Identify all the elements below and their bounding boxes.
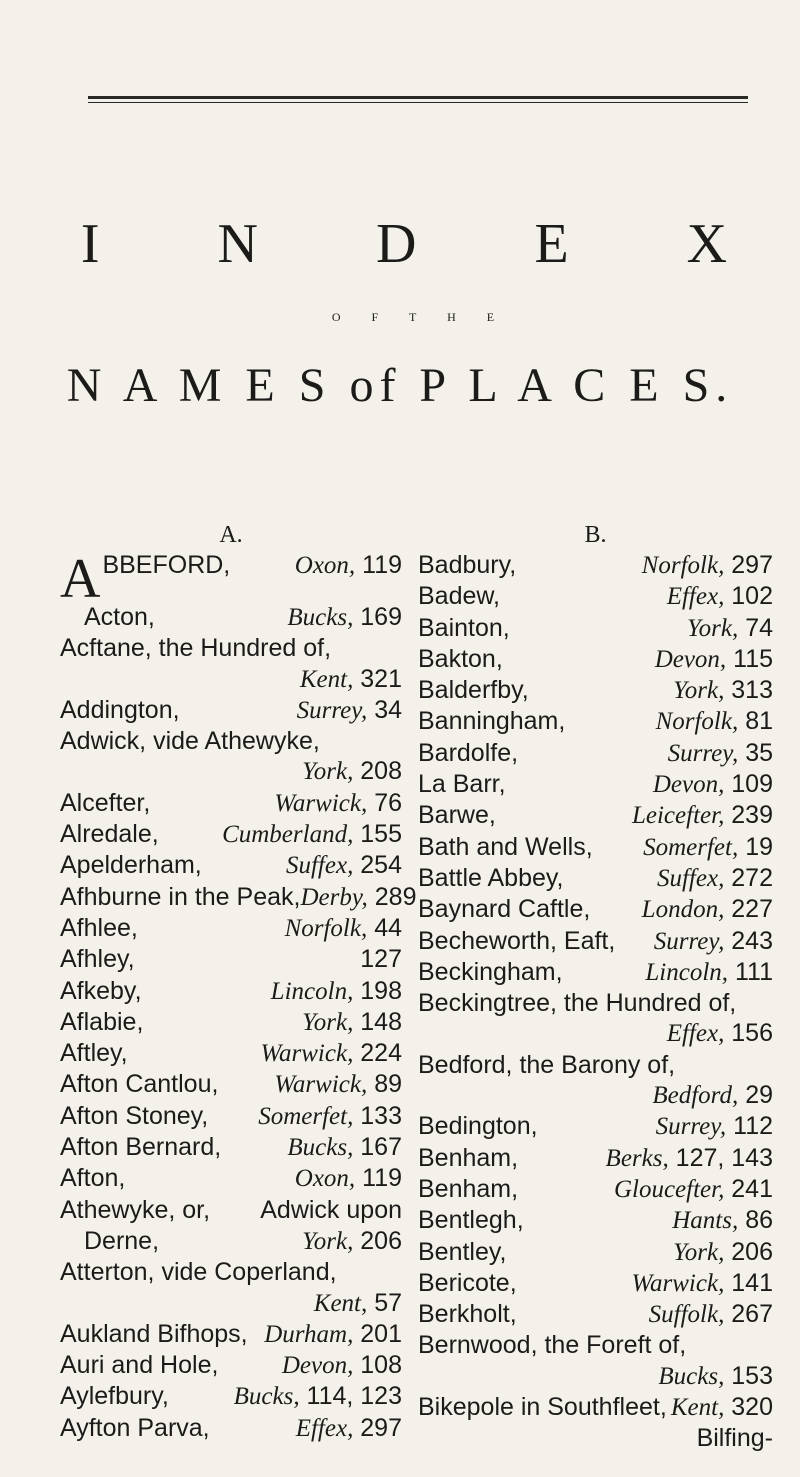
- entry-county: Lincoln,: [645, 958, 729, 986]
- entry-page: 89: [374, 1070, 402, 1099]
- entry-page: 272: [731, 863, 773, 892]
- entry-county: Berks,: [605, 1144, 669, 1172]
- index-entry: [60, 1101, 402, 1132]
- entry-name: Alcefter,: [60, 788, 151, 817]
- entry-list-a: [60, 602, 417, 1444]
- entry-county: Bucks,: [658, 1362, 725, 1390]
- entry-county: Bucks,: [287, 1134, 354, 1162]
- entry-county: Norfolk,: [641, 552, 725, 579]
- entry-page: 239: [731, 801, 773, 830]
- entry-county: York,: [673, 677, 725, 705]
- entry-page: 148: [360, 1007, 402, 1036]
- index-entry: [60, 726, 402, 756]
- entry-name: Badbury,: [418, 551, 517, 579]
- entry-page: 19: [745, 832, 773, 861]
- index-entry: [418, 1080, 773, 1111]
- entry-name: Alredale,: [60, 820, 159, 849]
- entry-county: Kent,: [670, 1394, 725, 1422]
- entry-name: Beckingtree, the Hundred of,: [418, 989, 737, 1018]
- entry-page: 201: [360, 1319, 402, 1348]
- entry-name: Baynard Caftle,: [418, 895, 591, 924]
- index-entry: [418, 988, 773, 1018]
- entry-page: 241: [731, 1174, 773, 1203]
- index-entry: [418, 1018, 773, 1049]
- entry-page: 112: [733, 1112, 773, 1141]
- entry-county: Bucks,: [233, 1383, 300, 1411]
- entry-page: Adwick upon: [260, 1195, 402, 1224]
- names-of-places-heading: N A M E S of P L A C E S.: [66, 359, 734, 412]
- entry-county: Oxon,: [294, 1165, 356, 1193]
- entry-county: Warwick,: [631, 1269, 725, 1297]
- entry-page: 208: [360, 757, 402, 786]
- entry-page: 243: [731, 926, 773, 955]
- entry-name: Benham,: [418, 1174, 519, 1203]
- section-letter-b: B.: [584, 522, 607, 548]
- index-entry: [60, 788, 402, 819]
- entry-name: Badew,: [418, 582, 501, 611]
- entry-page: 111: [734, 957, 773, 986]
- entry-name: Bedington,: [418, 1112, 538, 1141]
- entry-county: York,: [687, 614, 739, 642]
- top-rule-thick: [88, 96, 748, 99]
- section-letter-a: A.: [219, 522, 243, 548]
- entry-name: BBEFORD,: [102, 551, 231, 579]
- index-entry: [60, 633, 402, 663]
- entry-name: Aukland Bifhops,: [60, 1319, 248, 1348]
- entry-page: 254: [360, 851, 402, 880]
- index-entry: [418, 863, 773, 894]
- column-b: [418, 520, 773, 1455]
- drop-cap: A: [60, 550, 101, 602]
- entry-name: Derne,: [84, 1226, 160, 1255]
- entry-county: Leicefter,: [631, 802, 725, 830]
- entry-name: Beckingham,: [418, 957, 563, 986]
- index-entry: [418, 1205, 773, 1236]
- entry-county: York,: [302, 1227, 354, 1255]
- entry-county: Kent,: [299, 665, 354, 693]
- entry-county: Lincoln,: [270, 977, 354, 1005]
- entry-page: 155: [360, 820, 402, 849]
- index-entry: [418, 1050, 773, 1080]
- index-entry: [60, 1257, 402, 1287]
- index-entry: [60, 1413, 402, 1444]
- entry-county: York,: [673, 1238, 725, 1266]
- entry-page: 133: [360, 1101, 402, 1130]
- index-entry: [418, 644, 773, 675]
- entry-page: 321: [360, 664, 402, 693]
- entry-name: Atterton, vide Coperland,: [60, 1258, 337, 1287]
- entry-name: Bentlegh,: [418, 1206, 524, 1235]
- index-entry: [60, 664, 402, 695]
- entry-name: La Barr,: [418, 770, 506, 799]
- entry-page: 156: [731, 1019, 773, 1048]
- index-entry: [418, 613, 773, 644]
- index-entry: [418, 1392, 773, 1423]
- entry-name: Bentley,: [418, 1237, 507, 1266]
- entry-name: Bakton,: [418, 644, 503, 673]
- entry-name: Afhley,: [60, 945, 135, 974]
- entry-county: Suffex,: [285, 852, 354, 880]
- entry-county: Devon,: [281, 1352, 354, 1380]
- entry-county: Durham,: [264, 1320, 354, 1348]
- entry-page: 267: [731, 1300, 773, 1329]
- entry-county: Oxon,: [294, 552, 356, 579]
- entry-name: Afhlee,: [60, 913, 138, 942]
- entry-page: 114, 123: [306, 1382, 402, 1411]
- entry-county: London,: [641, 896, 725, 924]
- entry-county: Devon,: [654, 645, 727, 673]
- index-entry: [418, 1174, 773, 1205]
- index-entry: [418, 1268, 773, 1299]
- entry-county: Cumberland,: [222, 821, 354, 849]
- entry-county: Somerfet,: [643, 833, 739, 861]
- entry-county: Kent,: [313, 1289, 368, 1317]
- index-entry: [60, 1350, 402, 1381]
- entry-name: Acton,: [84, 603, 155, 631]
- entry-name: Becheworth, Eaft,: [418, 926, 616, 955]
- index-entry: [60, 1381, 402, 1412]
- index-entry: [418, 1299, 773, 1330]
- index-entry: [418, 1111, 773, 1142]
- index-entry: [418, 738, 773, 769]
- index-entry: [60, 976, 402, 1007]
- entry-page: 169: [360, 603, 402, 631]
- entry-page: 289: [374, 882, 417, 911]
- entry-page: 297: [360, 1413, 402, 1442]
- index-entry: [60, 913, 402, 944]
- index-entry: [418, 581, 773, 612]
- index-entry: [418, 550, 773, 581]
- index-entry: [60, 602, 402, 633]
- entry-county: Suffex,: [656, 864, 725, 892]
- entry-page: 81: [745, 707, 773, 736]
- entry-county: Norfolk,: [655, 708, 739, 736]
- index-entry: [418, 1423, 773, 1454]
- index-entry: [418, 832, 773, 863]
- entry-name: Afton Stoney,: [60, 1101, 209, 1130]
- index-entry: [60, 756, 402, 787]
- entry-page: 206: [731, 1237, 773, 1266]
- index-entry: [60, 1038, 402, 1069]
- entry-name: Afhburne in the Peak,: [60, 882, 301, 911]
- entry-name: Apelderham,: [60, 851, 202, 880]
- entry-name: Balderfby,: [418, 676, 529, 705]
- entry-page: 57: [374, 1288, 402, 1317]
- entry-page: 227: [731, 895, 773, 924]
- entry-page: 127: [360, 945, 402, 974]
- index-entry: [60, 1195, 402, 1226]
- of-the-subtitle: O F T H E: [331, 310, 509, 324]
- entry-name: Berkholt,: [418, 1300, 517, 1329]
- entry-county: Surrey,: [655, 1113, 727, 1141]
- entry-page: 297: [731, 551, 773, 579]
- entry-name: Bernwood, the Foreft of,: [418, 1331, 687, 1360]
- index-entry: [418, 706, 773, 737]
- entry-page: 29: [745, 1081, 773, 1110]
- index-entry: [60, 944, 402, 975]
- entry-county: Bucks,: [287, 604, 354, 631]
- entry-name: Banningham,: [418, 707, 566, 736]
- index-entry: [60, 1069, 402, 1100]
- entry-page: 44: [374, 913, 402, 942]
- index-entry: [418, 894, 773, 925]
- entry-county: York,: [302, 1008, 354, 1036]
- entry-page: 119: [362, 1164, 402, 1193]
- entry-name: Bericote,: [418, 1268, 517, 1297]
- entry-page: 76: [374, 788, 402, 817]
- entry-county: Effex,: [666, 1020, 725, 1048]
- index-entry: [60, 850, 402, 881]
- entry-name: Afton Cantlou,: [60, 1070, 219, 1099]
- entry-county: Somerfet,: [258, 1102, 354, 1130]
- entry-name: Bardolfe,: [418, 738, 519, 767]
- entry-name: Adwick, vide Athewyke,: [60, 727, 320, 756]
- entry-page: 34: [374, 695, 402, 724]
- entry-name: Afkeby,: [60, 976, 142, 1005]
- entry-name: Aylefbury,: [60, 1382, 169, 1411]
- entry-county: Gloucefter,: [613, 1175, 725, 1203]
- entry-county: Surrey,: [667, 739, 739, 767]
- index-entry: [60, 882, 417, 913]
- entry-county: Surrey,: [653, 927, 725, 955]
- entry-county: Warwick,: [260, 1040, 354, 1068]
- entry-county: Warwick,: [274, 789, 368, 817]
- entry-county: Warwick,: [274, 1071, 368, 1099]
- entry-page: 206: [360, 1226, 402, 1255]
- entry-county: Hants,: [672, 1207, 739, 1235]
- entry-name: Afton,: [60, 1164, 126, 1193]
- entry-name: Bainton,: [418, 613, 510, 642]
- entry-page: 198: [360, 976, 402, 1005]
- index-entry: [418, 1237, 773, 1268]
- index-entry: [418, 675, 773, 706]
- entry-county: Effex,: [295, 1414, 354, 1442]
- entry-page: 119: [362, 551, 402, 579]
- entry-county: Effex,: [666, 583, 725, 611]
- index-entry: [60, 819, 402, 850]
- index-entry: [418, 1330, 773, 1360]
- index-entry: [418, 957, 773, 988]
- entry-page: 127, 143: [675, 1143, 773, 1172]
- entry-page: 108: [360, 1351, 402, 1380]
- entry-county: Suffolk,: [648, 1301, 725, 1329]
- index-entry: [102, 550, 402, 581]
- entry-name: Benham,: [418, 1143, 519, 1172]
- entry-name: Aflabie,: [60, 1007, 144, 1036]
- entry-name: Barwe,: [418, 801, 496, 830]
- entry-page: 115: [733, 644, 773, 673]
- index-entry: [60, 1132, 402, 1163]
- entry-name: Acftane, the Hundred of,: [60, 634, 332, 663]
- entry-page: 35: [745, 738, 773, 767]
- entry-county: York,: [302, 758, 354, 786]
- entry-page: 86: [745, 1206, 773, 1235]
- index-entry: [418, 1361, 773, 1392]
- entry-page: 141: [731, 1268, 773, 1297]
- entry-name: Battle Abbey,: [418, 863, 564, 892]
- entry-county: Bedford,: [652, 1082, 739, 1110]
- entry-name: Addington,: [60, 695, 180, 724]
- entry-page: 224: [360, 1039, 402, 1068]
- entry-page: 167: [360, 1133, 402, 1162]
- entry-name: Bath and Wells,: [418, 832, 593, 861]
- entry-county: Surrey,: [296, 696, 368, 724]
- entry-county: Derby,: [300, 883, 368, 911]
- entry-name: Ayfton Parva,: [60, 1413, 210, 1442]
- entry-page: 153: [731, 1361, 773, 1390]
- entry-list-b: [418, 550, 773, 1455]
- entry-county: Norfolk,: [284, 914, 368, 942]
- index-title: I N D E X: [80, 213, 780, 275]
- index-entry: [60, 695, 402, 726]
- entry-name: Bikepole in Southfleet,: [418, 1393, 667, 1422]
- entry-page: 313: [731, 676, 773, 705]
- index-entry: [418, 1143, 773, 1174]
- entry-page: Bilfing-: [696, 1424, 773, 1453]
- top-rule-thin: [88, 102, 748, 103]
- index-entry: [418, 926, 773, 957]
- entry-name: Aftley,: [60, 1039, 128, 1068]
- first-entry: [60, 550, 402, 602]
- column-a: [60, 520, 417, 1444]
- index-entry: [60, 1288, 402, 1319]
- index-entry: [60, 1226, 402, 1257]
- entry-page: 74: [745, 613, 773, 642]
- entry-name: Auri and Hole,: [60, 1351, 219, 1380]
- entry-page: 102: [731, 582, 773, 611]
- entry-page: 109: [731, 770, 773, 799]
- entry-name: Athewyke, or,: [60, 1195, 211, 1224]
- index-entry: [60, 1319, 402, 1350]
- entry-name: Afton Bernard,: [60, 1133, 222, 1162]
- index-entry: [60, 1007, 402, 1038]
- entry-name: Bedford, the Barony of,: [418, 1050, 676, 1079]
- index-entry: [418, 800, 773, 831]
- index-entry: [60, 1163, 402, 1194]
- index-entry: [418, 769, 773, 800]
- entry-county: Devon,: [652, 771, 725, 799]
- entry-page: 320: [731, 1393, 773, 1422]
